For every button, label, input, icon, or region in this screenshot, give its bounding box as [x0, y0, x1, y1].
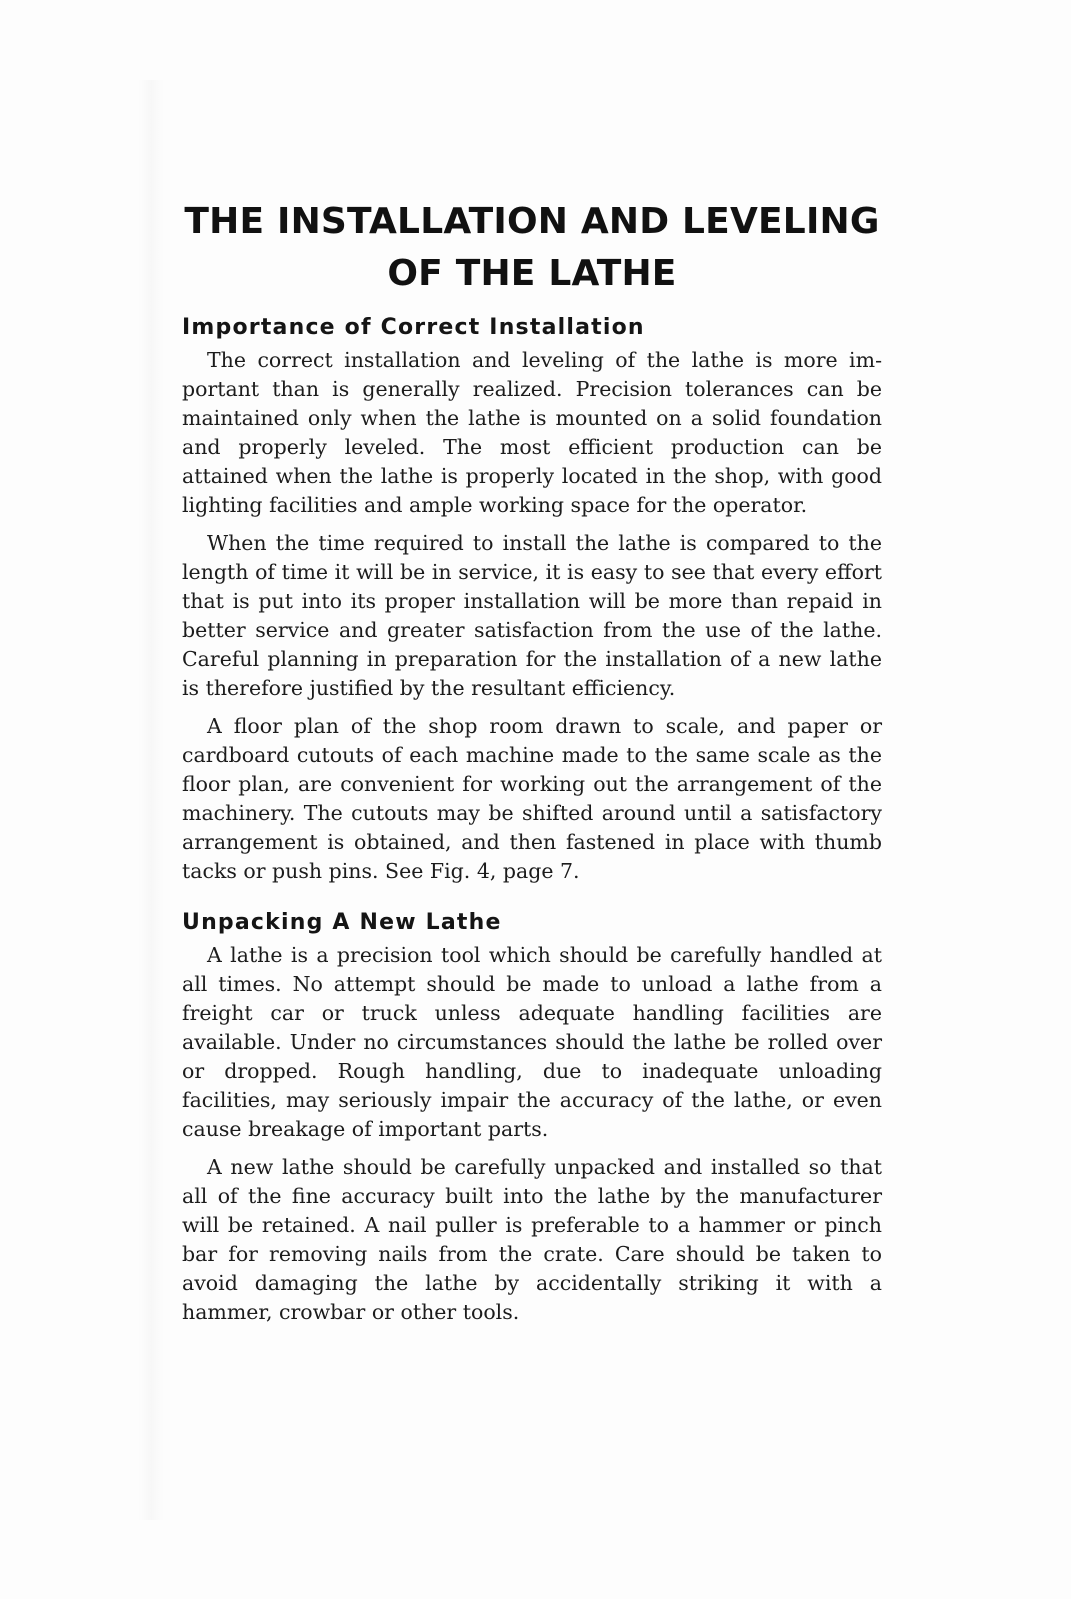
- paragraph-importance-1: The correct installation and leveling of the lathe is more important than is generally realized. Precision tolerances can be maintained only when the lathe is mounted on a solid foundation and properly leveled. The most efficient production can be attained when the lathe is properly located in the shop, with good lighting facilities and ample working space for the operator.: [182, 348, 882, 517]
- paragraph-importance-2: When the time required to install the lathe is compared to the length of time it will be in service, it is easy to see that every effort that is put into its proper installation will be more than repaid in better service and greater satisfaction from the use of the lathe. Careful planning in preparation for the installation of a new lathe is therefore justified by the resultant efficiency.: [182, 531, 882, 700]
- page-title-line-1: THE INSTALLATION AND LEVELING: [184, 201, 880, 242]
- paragraph-importance-3: A floor plan of the shop room drawn to scale, and paper or cardboard cutouts of each machine made to the same scale as the floor plan, are convenient for working out the arrangement of the machinery. The cutouts may be shifted around until a satisfactory arrangement is obtained, and then fastened in place with thumb tacks or push pins. See Fig. 4, page 7.: [182, 714, 882, 883]
- section-heading-importance: Importance of Correct Installation: [182, 315, 645, 340]
- page-shadow: [138, 80, 164, 1520]
- paragraph-unpacking-2: A new lathe should be carefully unpacked and installed so that all of the fine accuracy built into the lathe by the manufacturer will be retained. A nail puller is preferable to a hammer or pinch bar for removing nails from the crate. Care should be taken to avoid damaging the lathe by accidentally striking it with a hammer, crowbar or other tools.: [182, 1155, 882, 1324]
- section-heading-unpacking: Unpacking A New Lathe: [182, 910, 502, 935]
- paragraph-unpacking-1: A lathe is a precision tool which should be carefully handled at all times. No attempt should be made to unload a lathe from a freight car or truck unless adequate handling facilities are available. Under no circumstances should the lathe be rolled over or dropped. Rough handling, due to inadequate unloading facilities, may seriously impair the accuracy of the lathe, or even cause breakage of important parts.: [182, 943, 882, 1141]
- page-content: [182, 196, 882, 1327]
- page-title-line-2: OF THE LATHE: [387, 253, 677, 294]
- page-title: [182, 196, 882, 300]
